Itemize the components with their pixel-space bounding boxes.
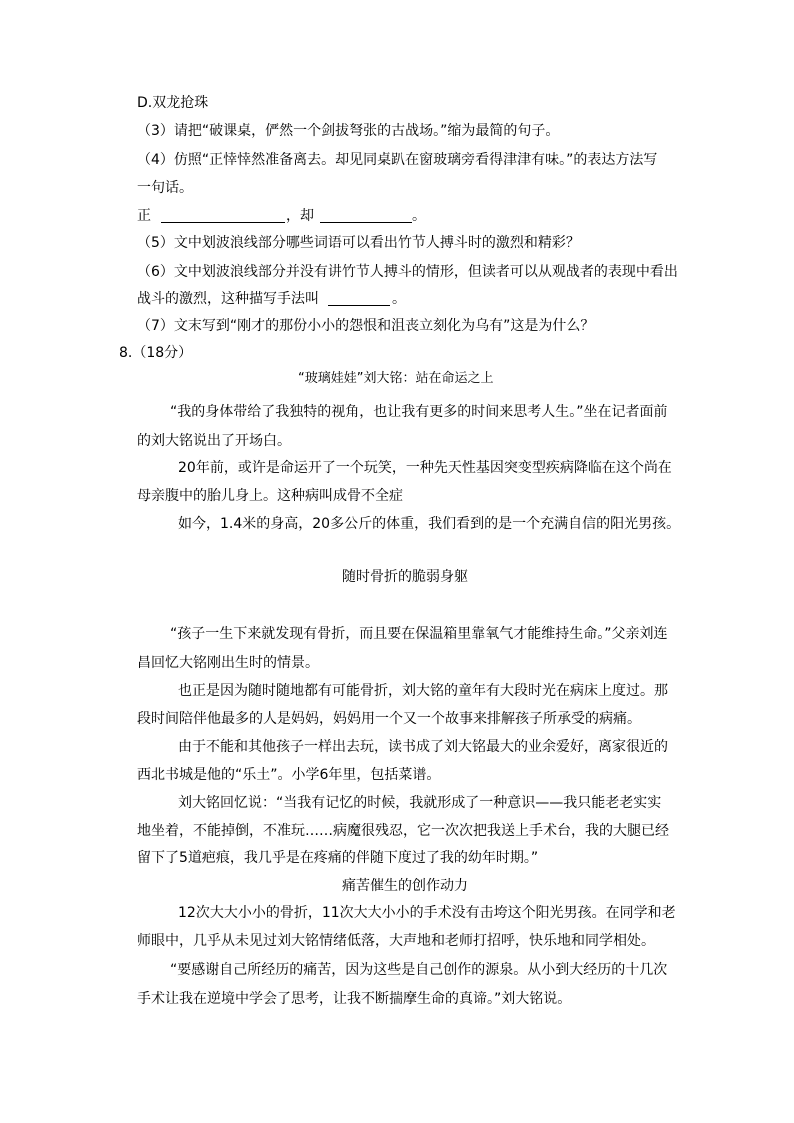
paragraph-8-line-2: 师眼中，几乎从未见过刘大铭情绪低落，大声地和老师打招呼，快乐地和同学相处。 — [137, 933, 655, 949]
fill-label-que: ，却 — [286, 208, 314, 224]
answer-blank-2[interactable] — [320, 222, 412, 223]
section-heading-1: 随时骨折的脆弱身躯 — [342, 569, 468, 585]
question-6-line-1: （6）文中划波浪线部分并没有讲竹节人搏斗的情形，但读者可以从观战者的表现中看出 — [137, 264, 678, 280]
paragraph-1-line-1: “我的身体带给了我独特的视角，也让我有更多的时间来思考人生。”坐在记者面前 — [170, 404, 668, 420]
paragraph-5-line-2: 段时间陪伴他最多的人是妈妈，妈妈用一个又一个故事来排解孩子所承受的病痛。 — [137, 711, 641, 727]
paragraph-2-line-2: 母亲腹中的胎儿身上。这种病叫成骨不全症 — [137, 488, 403, 504]
paragraph-3: 如今，1.4米的身高，20多公斤的体重，我们看到的是一个充满自信的阳光男孩。 — [178, 516, 681, 532]
paragraph-6-line-2: 西北书城是他的“乐土”。小学6年里，包括菜谱。 — [137, 767, 441, 783]
question-4-line-1: （4）仿照“正悻悻然准备离去。却见同桌趴在窗玻璃旁看得津津有味。”的表达方法写 — [137, 152, 658, 168]
paragraph-5-line-1: 也正是因为随时随地都有可能骨折，刘大铭的童年有大段时光在病床上度过。那 — [178, 683, 668, 699]
paragraph-9-line-1: “要感谢自己所经历的痛苦，因为这些是自己创作的源泉。从小到大经历的十几次 — [170, 962, 668, 978]
paragraph-9-line-2: 手术让我在逆境中学会了思考，让我不断揣摩生命的真谛。”刘大铭说。 — [137, 991, 572, 1007]
paragraph-1-line-2: 的刘大铭说出了开场白。 — [137, 433, 291, 449]
article-title: “玻璃娃娃”刘大铭：站在命运之上 — [298, 371, 494, 386]
fill-label-zheng: 正 — [137, 208, 151, 224]
paragraph-6-line-1: 由于不能和其他孩子一样出去玩，读书成了刘大铭最大的业余爱好，离家很近的 — [178, 739, 668, 755]
question-5: （5）文中划波浪线部分哪些词语可以看出竹节人搏斗时的激烈和精彩？ — [137, 235, 580, 251]
paragraph-7-line-3: 留下了5道疤痕，我几乎是在疼痛的伴随下度过了我的幼年时期。” — [137, 850, 539, 866]
question-8-number: 8.（18分） — [119, 345, 193, 361]
fill-period: 。 — [412, 208, 426, 224]
question-4-line-2: 一句话。 — [137, 180, 193, 196]
paragraph-7-line-1: 刘大铭回忆说：“当我有记忆的时候，我就形成了一种意识——我只能老老实实 — [178, 795, 662, 811]
section-heading-2: 痛苦催生的创作动力 — [342, 878, 468, 894]
paragraph-4-line-1: “孩子一生下来就发现有骨折，而且要在保温箱里靠氧气才能维持生命。”父亲刘连 — [170, 626, 668, 642]
q6-period: 。 — [392, 291, 406, 307]
paragraph-7-line-2: 地坐着，不能掉倒，不准玩……病魔很残忍，它一次次把我送上手术台，我的大腿已经 — [137, 823, 669, 839]
answer-blank-1[interactable] — [161, 222, 285, 223]
question-6-line-2: 战斗的激烈，这种描写手法叫 — [137, 291, 319, 307]
paragraph-4-line-2: 昌回忆大铭刚出生时的情景。 — [137, 655, 319, 671]
option-d: D.双龙抢珠 — [137, 95, 209, 111]
question-7: （7）文末写到“刚才的那份小小的怨恨和沮丧立刻化为乌有”这是为什么？ — [137, 318, 595, 334]
answer-blank-3[interactable] — [328, 305, 390, 306]
paragraph-8-line-1: 12次大大小小的骨折，11次大大小小的手术没有击垮这个阳光男孩。在同学和老 — [178, 905, 676, 921]
paragraph-2-line-1: 20年前，或许是命运开了一个玩笑，一种先天性基因突变型疾病降临在这个尚在 — [178, 460, 672, 476]
question-3: （3）请把“破课桌，俨然一个剑拔弩张的古战场。”缩为最简的句子。 — [137, 123, 560, 139]
